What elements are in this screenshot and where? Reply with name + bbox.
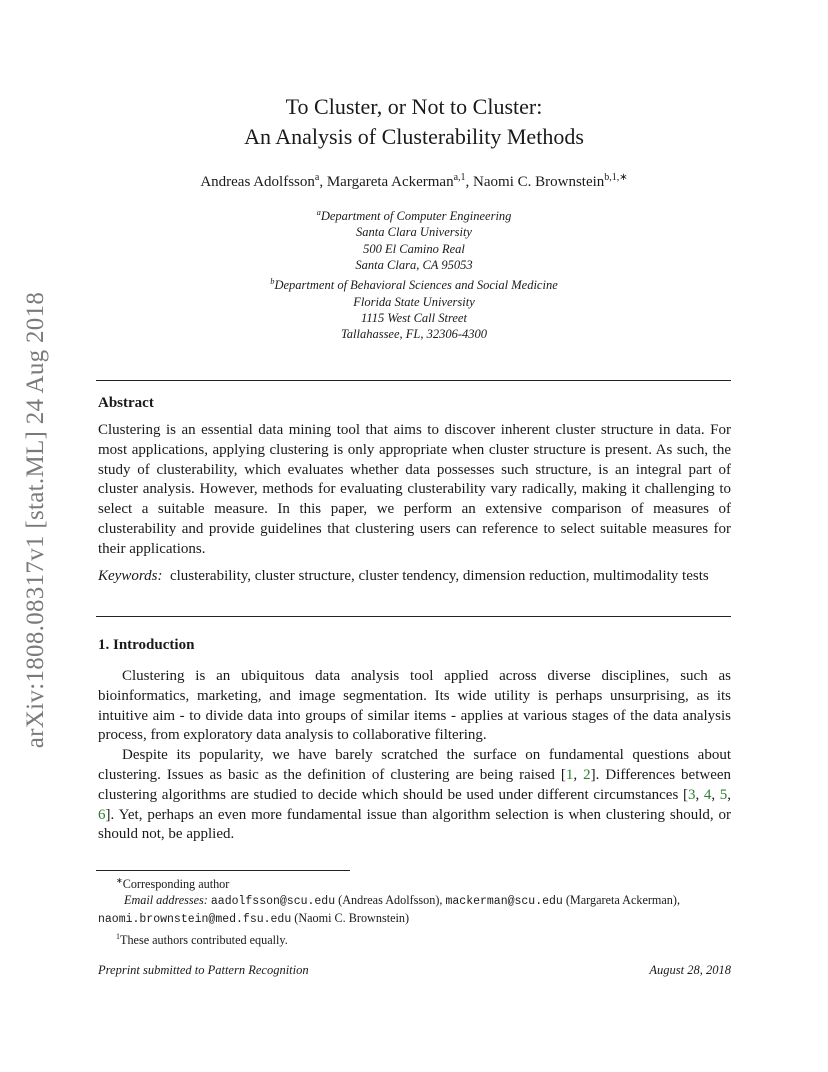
footnote-text: Corresponding author — [122, 877, 230, 892]
paper-title — [0, 92, 828, 152]
email-link[interactable]: naomi.brownstein@med.fsu.edu — [98, 913, 292, 927]
affiliation-line: Santa Clara University — [356, 225, 472, 240]
citation-link[interactable]: 1 — [565, 766, 574, 783]
paragraph: Despite its popularity, we have barely scratched the surface on fundamental questions about clustering. Issues as basic as the definition of clustering are being raised [1, 2]. Differences between clustering algorithms are studied to decide which should be used under different circumstances [3, 4, 5, 6]. Yet, perhaps an even more fundamental issue than algorithm selection is when clustering should, or should not, be applied. — [98, 747, 732, 843]
email-owner: (Margareta Ackerman), — [565, 893, 681, 908]
email-owner: (Andreas Adolfsson), — [338, 893, 443, 908]
affiliation-line: Santa Clara, CA 95053 — [355, 258, 473, 273]
abstract-bottom-rule — [96, 616, 731, 617]
email-owner: (Naomi C. Brownstein) — [294, 911, 410, 926]
affiliation-mark: a — [316, 207, 321, 217]
title-line-1: To Cluster, or Not to Cluster: — [285, 94, 543, 119]
footnote-emails — [98, 892, 731, 928]
paragraph-text: Despite its popularity, we have barely scratched the surface on fundamental questions about clustering. Issues as basic as the definition of clustering are being raised [ — [98, 747, 731, 783]
footnote-mark: 1 — [116, 931, 120, 941]
affiliation-line: Tallahassee, FL, 32306-4300 — [340, 327, 488, 342]
title-line-2: An Analysis of Clusterability Methods — [244, 124, 584, 149]
paragraph: Clustering is an ubiquitous data analysis tool applied across diverse disciplines, such as bioinformatics, marketing, and image segmentation. Its wide utility is perhaps unsurprising, as its intuitive aim - to divide data into groups of similar items - applies at various stages of the data analysis process, from exploratory data analysis to collaborative filtering. — [98, 668, 731, 744]
author-name: Margareta Ackerman — [326, 174, 454, 190]
affiliation-line: 500 El Camino Real — [363, 241, 465, 256]
footnote-corresponding — [98, 873, 731, 892]
affiliation-line: Florida State University — [353, 294, 475, 309]
page-footer — [98, 963, 731, 978]
citation-link[interactable]: 2 — [583, 766, 591, 783]
footnote-rule — [96, 870, 350, 871]
introduction-body — [98, 667, 731, 845]
footnote-mark: ∗ — [116, 876, 123, 885]
citation-link[interactable]: 6 — [98, 806, 106, 823]
introduction-heading: 1. Introduction — [98, 637, 195, 653]
author-name: Naomi C. Brownstein — [473, 174, 605, 190]
keywords-label: Keywords: — [98, 568, 163, 584]
arxiv-identifier: arXiv:1808.08317v1 [stat.ML] 24 Aug 2018 — [22, 291, 49, 749]
citation-separator: , — [573, 766, 584, 783]
author-affil-mark: a,1 — [453, 172, 466, 183]
citation-link[interactable]: 3 — [687, 786, 696, 803]
citation-link[interactable]: 5 — [719, 786, 728, 803]
keywords — [98, 567, 731, 587]
footnotes — [98, 873, 731, 948]
affiliation-text: Department of Computer Engineering — [320, 209, 512, 224]
author-list: Andreas Adolfsson$^a$, Margareta Ackerman$^{a,1}$, Naomi C. Brownstein$^{b,1,∗}$ — [200, 172, 628, 190]
author-affil-mark: b,1,∗ — [604, 172, 628, 183]
abstract-heading: Abstract — [98, 395, 154, 411]
affiliation-line — [0, 273, 828, 293]
author-name: Andreas Adolfsson — [200, 174, 315, 190]
email-link[interactable]: aadolfsson@scu.edu — [210, 895, 336, 909]
affiliation-line: 1115 West Call Street — [361, 311, 467, 326]
affiliations — [0, 204, 828, 343]
affiliation-line — [0, 204, 828, 224]
affiliation-mark: b — [270, 276, 275, 287]
affiliation-text: Department of Behavioral Sciences and Social Medicine — [274, 278, 558, 293]
paragraph-text: ]. Yet, perhaps an even more fundamental issue than algorithm selection is when clustering should, or should not, be applied. — [98, 806, 731, 843]
footer-left: Preprint submitted to Pattern Recognition — [98, 963, 309, 977]
paragraph-text: ]. Differences between clustering algorithms are studied to decide which should be used under different circumstances [ — [98, 766, 732, 803]
abstract-top-rule — [96, 380, 731, 381]
email-link[interactable]: mackerman@scu.edu — [445, 895, 563, 909]
abstract-text: Clustering is an essential data mining tool that aims to discover inherent cluster structure in data. For most applications, applying clustering is only appropriate when cluster structure is present. As such, the study of clusterability, which evaluates whether data possesses such structure, is an integral part of cluster analysis. However, methods for evaluating clusterability vary radically, making it challenging to select a suitable measure. In this paper, we perform an extensive comparison of measures of clusterability and provide guidelines that clustering users can reference to select suitable measures for their applications. — [98, 422, 731, 557]
email-label: Email addresses: — [124, 893, 208, 908]
footnote-text: These authors contributed equally. — [120, 932, 288, 947]
citation-link[interactable]: 4 — [703, 786, 712, 803]
keywords-text: clusterability, cluster structure, cluster tendency, dimension reduction, multimodality tests — [169, 568, 709, 584]
author-affil-mark: a — [314, 172, 320, 183]
footnote-equal-contribution — [98, 929, 731, 948]
footer-date: August 28, 2018 — [649, 963, 731, 977]
